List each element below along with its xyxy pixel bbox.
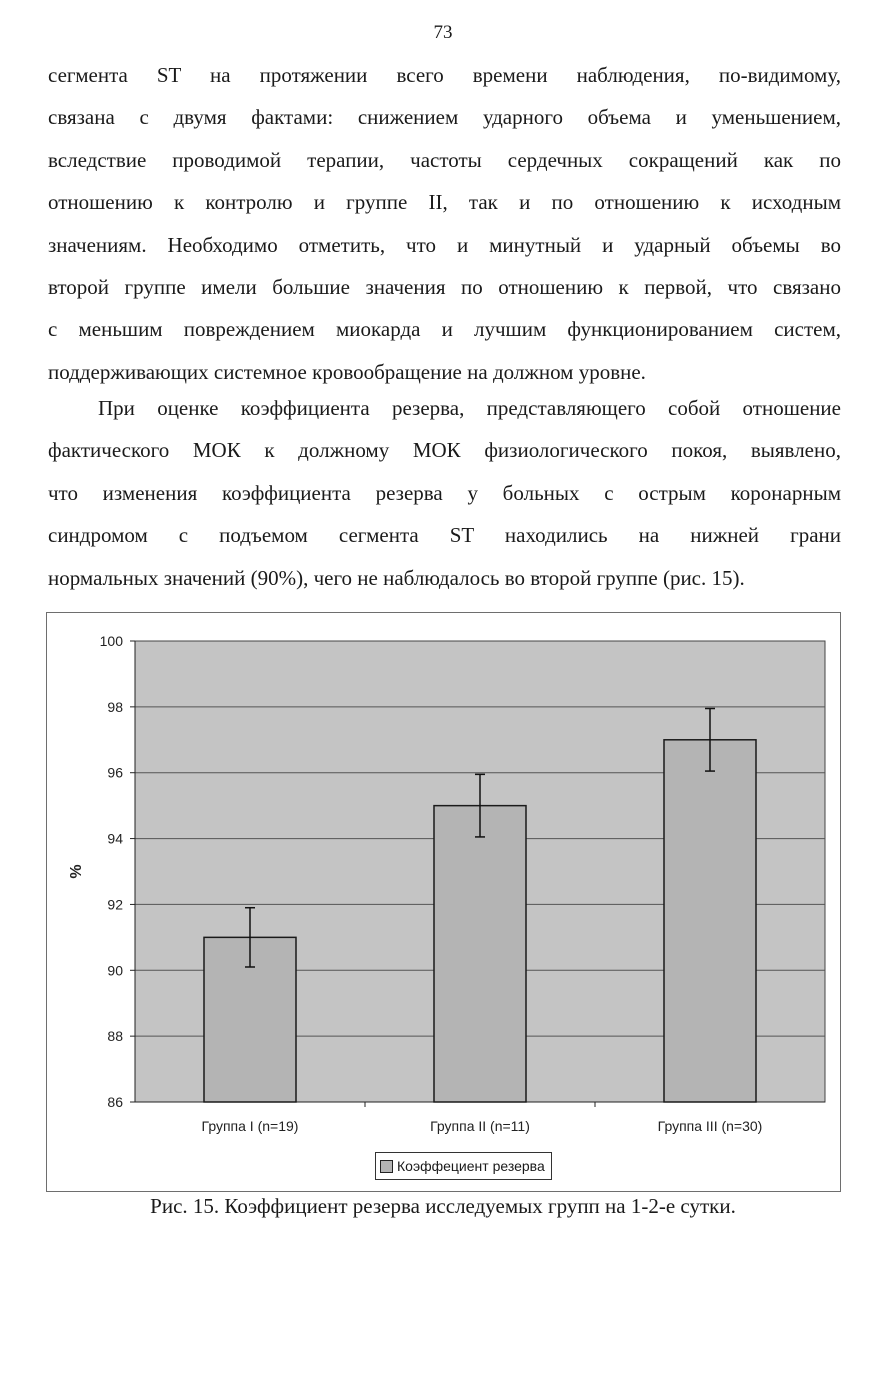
bar-chart xyxy=(47,613,840,1191)
y-tick-label: 96 xyxy=(107,764,123,781)
y-tick-label: 94 xyxy=(107,830,123,847)
x-tick-label: Группа I (n=19) xyxy=(201,1118,299,1134)
legend-label: Коэффециент резерва xyxy=(397,1158,545,1174)
text-line: связана с двумя фактами: снижением ударного объема и уменьшением, xyxy=(48,105,841,130)
text-line: При оценке коэффициента резерва, представляющего собой отношение xyxy=(98,396,841,420)
chart-legend xyxy=(375,1152,552,1180)
bar xyxy=(664,740,756,1102)
x-tick-label: Группа II (n=11) xyxy=(430,1118,530,1134)
y-tick-label: 90 xyxy=(107,962,123,979)
text-line: фактического МОК к должному МОК физиологического покоя, выявлено, xyxy=(48,438,841,463)
page-number: 73 xyxy=(433,22,453,43)
text-line: значениям. Необходимо отметить, что и минутный и ударный объемы во xyxy=(48,232,841,257)
paragraph-1 xyxy=(48,54,841,393)
text-line: с меньшим повреждением миокарда и лучшим функционированием систем, xyxy=(48,317,841,342)
bar xyxy=(434,806,526,1102)
text-line: синдромом с подъемом сегмента ST находились на нижней грани xyxy=(48,523,841,548)
y-tick-label: 100 xyxy=(99,633,123,649)
y-axis-label: % xyxy=(68,864,85,879)
y-tick-label: 92 xyxy=(107,896,123,913)
figure-chart xyxy=(46,612,841,1192)
text-line: поддерживающих системное кровообращение на должном уровне. xyxy=(48,359,646,384)
figure-caption: Рис. 15. Коэффициент резерва исследуемых групп на 1-2-е сутки. xyxy=(150,1194,736,1218)
y-tick-label: 88 xyxy=(107,1028,123,1045)
y-tick-label: 86 xyxy=(107,1094,123,1110)
y-tick-label: 98 xyxy=(107,698,123,715)
paragraph-2 xyxy=(48,387,841,599)
x-tick-label: Группа III (n=30) xyxy=(657,1118,763,1134)
text-line: вследствие проводимой терапии, частоты сердечных сокращений как по xyxy=(48,147,841,172)
text-line: сегмента ST на протяжении всего времени наблюдения, по-видимому, xyxy=(48,63,841,87)
text-line: нормальных значений (90%), чего не наблюдалось во второй группе (рис. 15). xyxy=(48,565,745,590)
text-line: что изменения коэффициента резерва у больных с острым коронарным xyxy=(48,480,841,505)
text-line: отношению к контролю и группе II, так и по отношению к исходным xyxy=(48,190,841,215)
legend-swatch xyxy=(380,1160,393,1173)
text-line: второй группе имели большие значения по отношению к первой, что связано xyxy=(48,275,841,300)
